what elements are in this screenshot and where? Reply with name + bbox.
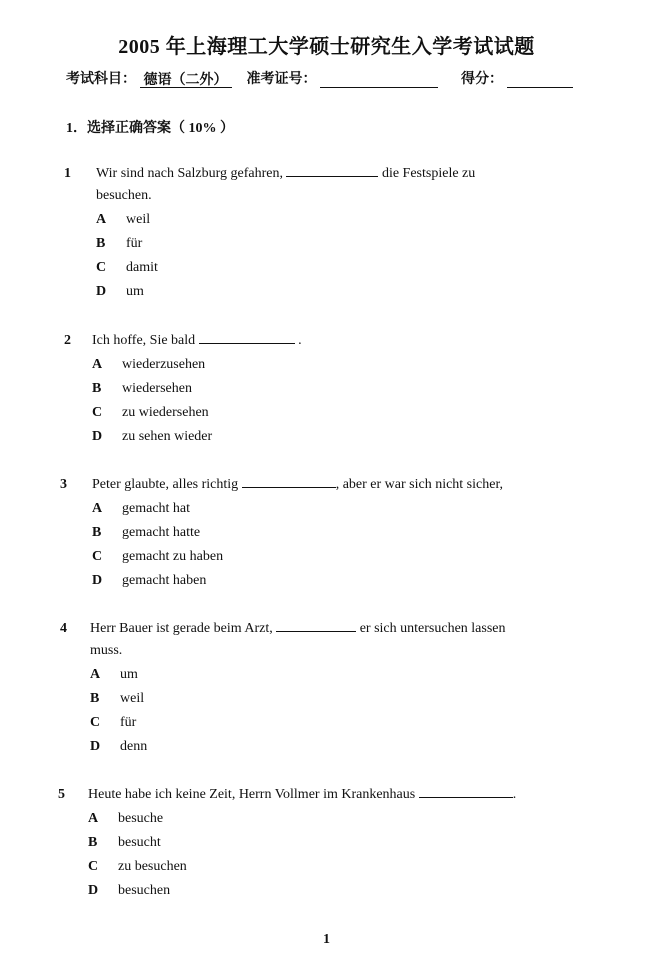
score-label: 得分： — [461, 72, 503, 87]
exam-info-line — [66, 68, 573, 88]
option-a[interactable]: A weil — [96, 212, 151, 227]
answer-blank — [276, 619, 356, 632]
question-text — [92, 330, 302, 352]
option-c[interactable]: C zu wiedersehen — [92, 405, 209, 420]
answer-blank — [242, 475, 336, 488]
question-text-after: die Festspiele zu — [381, 166, 476, 181]
subject-value: 德语（二外） — [140, 69, 232, 88]
question-text-after: . — [512, 787, 517, 802]
question-3 — [60, 474, 630, 594]
option-c[interactable]: C für — [90, 715, 137, 730]
question-text-line2: muss. — [90, 643, 123, 658]
option-d[interactable]: D besuchen — [88, 883, 171, 898]
candidate-id-blank — [320, 69, 438, 88]
candidate-id-label: 准考证号： — [246, 72, 317, 87]
question-4 — [60, 618, 630, 758]
option-a[interactable]: A wiederzusehen — [92, 357, 206, 372]
subject-label: 考试科目： — [66, 72, 136, 87]
question-text-after: , aber er war sich nicht sicher, — [335, 477, 504, 492]
option-c[interactable]: C damit — [96, 260, 158, 275]
option-b[interactable]: B für — [96, 236, 143, 251]
question-text-before: Wir sind nach Salzburg gefahren, — [96, 166, 283, 181]
option-b[interactable]: B gemacht hatte — [92, 525, 201, 540]
answer-blank — [419, 785, 513, 798]
option-b[interactable]: B besucht — [88, 835, 161, 850]
question-5 — [58, 784, 628, 904]
question-number: 2 — [64, 333, 71, 348]
option-a[interactable]: A besuche — [88, 811, 164, 826]
question-text-after: . — [298, 333, 302, 348]
page-title: 2005 年上海理工大学硕士研究生入学考试试题 — [118, 36, 535, 58]
question-text — [92, 474, 503, 496]
option-b[interactable]: B wiedersehen — [92, 381, 192, 396]
question-number: 1 — [64, 166, 71, 181]
option-d[interactable]: D um — [96, 284, 144, 299]
question-text-before: Ich hoffe, Sie bald — [92, 333, 196, 348]
question-text-line2: besuchen. — [96, 188, 152, 203]
option-d[interactable]: D gemacht haben — [92, 573, 207, 588]
question-text-after: er sich untersuchen lassen — [359, 621, 506, 636]
question-1 — [64, 163, 624, 303]
question-number: 4 — [60, 621, 67, 636]
question-text — [88, 784, 516, 806]
question-text — [96, 163, 475, 185]
option-a[interactable]: A um — [90, 667, 138, 682]
question-number: 5 — [58, 787, 65, 802]
score-blank — [507, 69, 573, 88]
answer-blank — [286, 164, 378, 177]
question-text-before: Herr Bauer ist gerade beim Arzt, — [90, 621, 273, 636]
question-2 — [64, 330, 624, 450]
question-number: 3 — [60, 477, 67, 492]
option-c[interactable]: C zu besuchen — [88, 859, 187, 874]
option-b[interactable]: B weil — [90, 691, 145, 706]
page-number: 1 — [323, 932, 330, 947]
option-d[interactable]: D denn — [90, 739, 148, 754]
option-d[interactable]: D zu sehen wieder — [92, 429, 213, 444]
answer-blank — [199, 331, 295, 344]
option-a[interactable]: A gemacht hat — [92, 501, 191, 516]
question-text — [90, 618, 506, 640]
section-heading: 1．选择正确答案（ 10% ） — [66, 121, 234, 136]
question-text-before: Peter glaubte, alles richtig — [92, 477, 239, 492]
question-text-before: Heute habe ich keine Zeit, Herrn Vollmer im Krankenhaus — [88, 787, 416, 802]
option-c[interactable]: C gemacht zu haben — [92, 549, 224, 564]
